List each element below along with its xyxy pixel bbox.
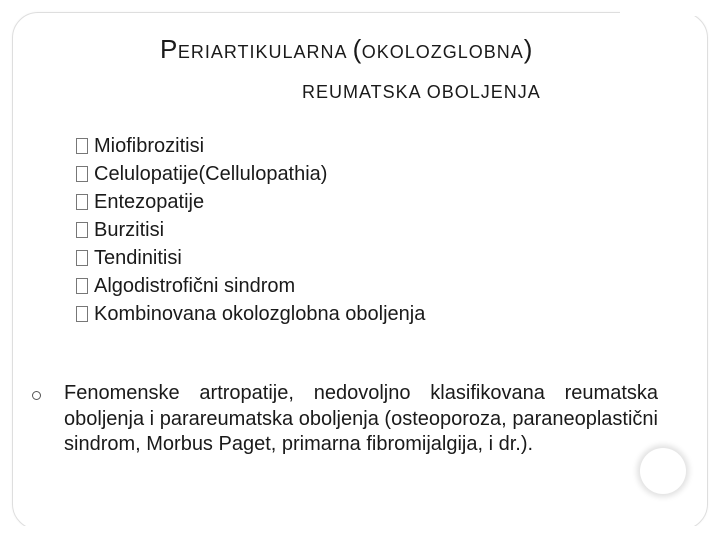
- list-item-label: Burzitisi: [94, 219, 165, 241]
- checkbox-icon: [76, 222, 88, 238]
- bullet-list: [76, 132, 425, 328]
- checkbox-icon: [76, 194, 88, 210]
- list-item: [76, 300, 425, 328]
- checkbox-icon: [76, 138, 88, 154]
- list-item-label: Tendinitisi: [94, 247, 182, 269]
- checkbox-icon: [76, 306, 88, 322]
- list-item-label: Kombinovana okolozglobna oboljenja: [94, 303, 426, 325]
- list-item: [76, 188, 425, 216]
- title-smallcaps: ERIARTIKULARNA: [177, 42, 353, 62]
- slide-title: [160, 34, 533, 65]
- decorative-circle: [640, 448, 686, 494]
- checkbox-icon: [76, 166, 88, 182]
- checkbox-icon: [76, 250, 88, 266]
- title-paren-cap: O: [361, 42, 377, 62]
- frame-gap: [620, 0, 710, 16]
- title-paren-text: KOLOZGLOBNA: [376, 42, 524, 62]
- list-item: [76, 272, 425, 300]
- list-item-label: Algodistrofični sindrom: [94, 275, 296, 297]
- list-item-label: Miofibrozitisi: [94, 135, 205, 157]
- list-item: [76, 216, 425, 244]
- title-cap-letter: P: [160, 34, 178, 64]
- list-item: [76, 132, 425, 160]
- frame-gap-bottom: [0, 526, 720, 540]
- body-paragraph: Fenomenske artropatije, nedovoljno klasifikovana reumatska oboljenja i parareumatska oboljenja (osteoporoza, paraneoplastični sindrom, Morbus Paget, primarna fibromijalgija, i dr.).: [64, 382, 658, 455]
- circle-bullet-icon: [32, 391, 41, 400]
- slide-subtitle: REUMATSKA OBOLJENJA: [302, 82, 541, 102]
- list-item-label: Celulopatije(Cellulopathia): [94, 163, 328, 185]
- list-item-label: Entezopatije: [94, 191, 205, 213]
- title-paren-open: (: [352, 34, 362, 64]
- checkbox-icon: [76, 278, 88, 294]
- list-item: [76, 160, 425, 188]
- title-paren-close: ): [523, 34, 533, 64]
- list-item: [76, 244, 425, 272]
